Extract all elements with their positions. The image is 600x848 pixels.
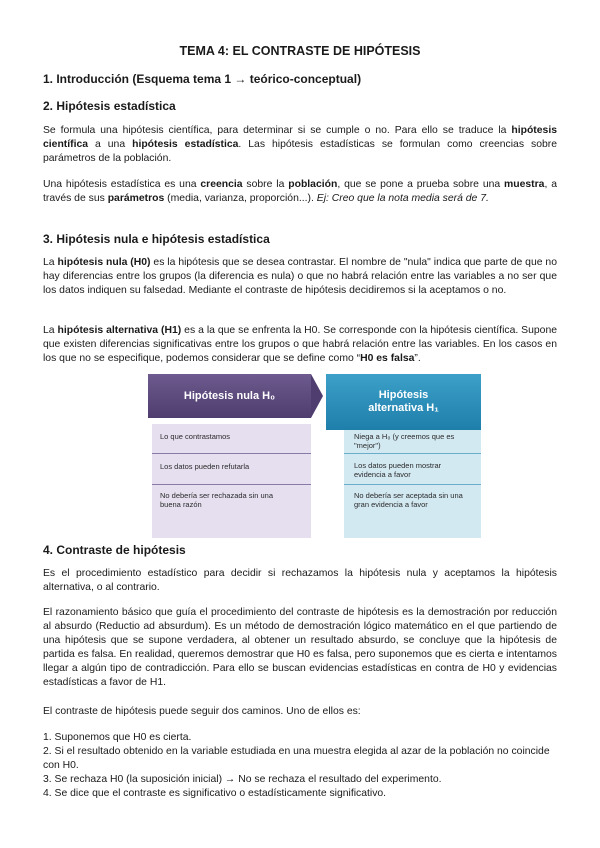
section-4-paragraph-2: El razonamiento básico que guía el procedimiento del contraste de hipótesis es la demostración por reducción al absurdo (Reductio ad absurdum). Es un método de demostración lógico matemático en el que partiendo de una hipótesis que se supone verdadera, al obtener un resultado absurdo, se concluye que la hipótesis de partida es falsa. En realidad, queremos demostrar que H0 es falsa, pero suponemos que es cierta e intentamos llegar a algún tipo de contradicción. Para ello se buscan evidencias estadísticas en contra de H0 y evidencias estadísticas a favor de H1. xyxy=(43,607,557,688)
null-row-2: Los datos pueden refutarla xyxy=(160,462,250,471)
section-4-paragraph-3: El contraste de hipótesis puede seguir dos caminos. Uno de ellos es: xyxy=(43,706,361,717)
section-3-heading: 3. Hipótesis nula e hipótesis estadística xyxy=(43,232,270,246)
null-hypothesis-header: Hipótesis nula H₀ xyxy=(148,374,311,418)
list-item: 1. Suponemos que H0 es cierta. xyxy=(43,732,192,743)
section-2-paragraph-2: Una hipótesis estadística es una creencia sobre la población, que se pone a prueba sobre una muestra, a través de sus parámetros (media, varianza, proporción...). Ej: Creo que la nota media será de 7. xyxy=(43,179,557,204)
alternative-row-1: Niega a H₀ (y creemos que es "mejor") xyxy=(354,432,455,450)
section-3-paragraph-2: La hipótesis alternativa (H1) es a la que se enfrenta la H0. Se corresponde con la hipótesis científica. Supone que existen diferencias significativas entre los grupos o que habrá relación entre las variables. En los casos en los que no se especifique, podemos considerar que se define como “H0 es falsa”. xyxy=(43,325,558,364)
null-row-3: No debería ser rechazada sin una buena razón xyxy=(160,491,273,509)
steps-list xyxy=(43,731,557,801)
list-item: 3. Se rechaza H0 (la suposición inicial) → No se rechaza el resultado del experimento. xyxy=(43,774,442,785)
section-1-heading: 1. Introducción (Esquema tema 1 → teórico-conceptual) xyxy=(43,72,362,86)
list-item: 2. Si el resultado obtenido en la variable estudiada en una muestra elegida al azar de la población no coincide con H0. xyxy=(43,746,550,771)
section-2-heading: 2. Hipótesis estadística xyxy=(43,99,176,113)
alternative-hypothesis-header: Hipótesis alternativa H₁ xyxy=(326,374,481,430)
null-header-arrow xyxy=(311,374,323,418)
list-item: 4. Se dice que el contraste es significativo o estadísticamente significativo. xyxy=(43,788,387,799)
section-4-paragraph-1: Es el procedimiento estadístico para decidir si rechazamos la hipótesis nula y aceptamos la hipótesis alternativa, o al contrario. xyxy=(43,568,557,593)
hypothesis-comparison-diagram xyxy=(148,374,481,538)
alternative-row-2: Los datos pueden mostrar evidencia a favor xyxy=(354,461,442,479)
alternative-row-3: No debería ser aceptada sin una gran evidencia a favor xyxy=(354,491,463,509)
page-title: TEMA 4: EL CONTRASTE DE HIPÓTESIS xyxy=(179,44,421,58)
section-2-paragraph-1: Se formula una hipótesis científica, para determinar si se cumple o no. Para ello se traduce la hipótesis científica a una hipótesis estadística. Las hipótesis estadísticas se formulan como creencias sobre parámetros de la población. xyxy=(43,125,557,164)
null-hypothesis-column xyxy=(152,424,311,538)
null-row-1: Lo que contrastamos xyxy=(160,432,231,441)
section-3-paragraph-1: La hipótesis nula (H0) es la hipótesis que se desea contrastar. El nombre de "nula" indica que parte de que no hay diferencias entre los grupos (la diferencia es nula) o que no habrá relación entre las variables a no ser que los datos indiquen su falsedad. Mediante el contraste de hipótesis decidiremos si la aceptamos o no. xyxy=(43,257,557,296)
section-4-heading: 4. Contraste de hipótesis xyxy=(43,543,186,557)
